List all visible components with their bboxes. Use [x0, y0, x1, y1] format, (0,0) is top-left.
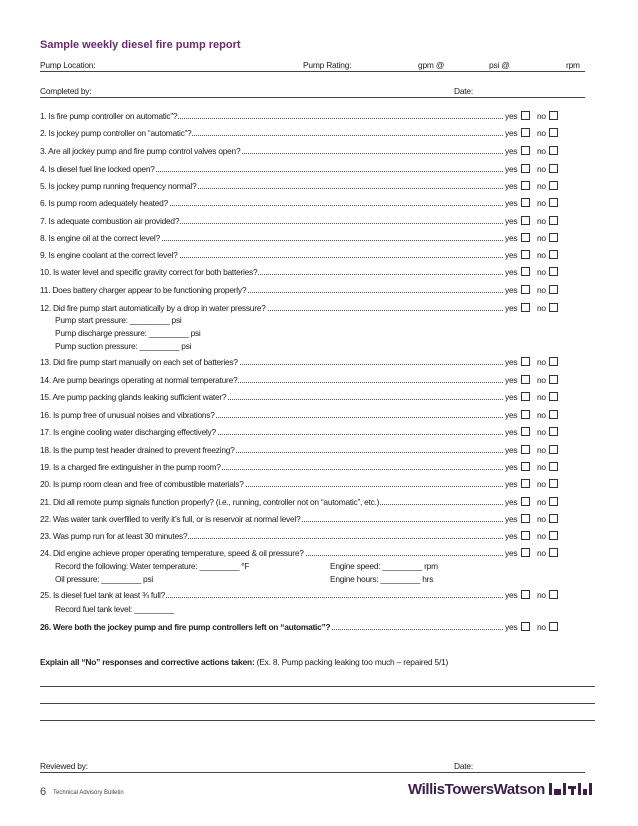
- no-label: no: [537, 111, 546, 121]
- yes-checkbox[interactable]: [521, 531, 530, 540]
- no-checkbox[interactable]: [549, 303, 558, 312]
- oil-pressure-record: Oil pressure: _________ psi: [55, 574, 154, 584]
- yes-no-group: [503, 530, 585, 541]
- question-text: 11. Does battery charger appear to be functioning properly?: [40, 285, 247, 295]
- no-checkbox[interactable]: [549, 462, 558, 471]
- yes-no-group: [503, 589, 585, 600]
- date-label: Date:: [454, 86, 474, 96]
- yes-no-group: [503, 110, 585, 121]
- question-row: [40, 266, 585, 278]
- question-text: 4. Is diesel fuel line locked open?: [40, 164, 155, 174]
- no-checkbox[interactable]: [549, 445, 558, 454]
- question-text: 6. Is pump room adequately heated?: [40, 198, 168, 208]
- reviewed-by-label: Reviewed by:: [40, 761, 88, 771]
- completed-by-label: Completed by:: [40, 86, 92, 96]
- no-label: no: [537, 198, 546, 208]
- no-checkbox[interactable]: [549, 164, 558, 173]
- yes-label: yes: [505, 462, 518, 472]
- pump-discharge-pressure: Pump discharge pressure: _________ psi: [55, 328, 201, 338]
- question-row: [40, 180, 585, 192]
- no-checkbox[interactable]: [549, 250, 558, 259]
- question-row: [40, 232, 585, 244]
- question-text: 12. Did fire pump start automatically by a drop in water pressure?: [40, 303, 266, 313]
- no-label: no: [537, 303, 546, 313]
- yes-checkbox[interactable]: [521, 111, 530, 120]
- yes-no-group: [503, 547, 585, 558]
- explain-example: (Ex. 8. Pump packing leaking too much – repaired 5/1): [254, 657, 449, 667]
- yes-label: yes: [505, 479, 518, 489]
- no-label: no: [537, 497, 546, 507]
- completed-by-row: [40, 84, 585, 98]
- yes-label: yes: [505, 303, 518, 313]
- no-checkbox[interactable]: [549, 181, 558, 190]
- no-label: no: [537, 479, 546, 489]
- no-checkbox[interactable]: [549, 392, 558, 401]
- question-row: [40, 127, 585, 139]
- no-label: no: [537, 531, 546, 541]
- brand-mark-icon: [549, 781, 597, 797]
- engine-hours-record: Engine hours: _________ hrs: [330, 574, 434, 584]
- question-text: 14. Are pump bearings operating at normal temperature?: [40, 375, 238, 385]
- yes-no-group: [503, 232, 585, 243]
- publication-name: Technical Advisory Bulletin: [53, 790, 124, 796]
- yes-no-group: [503, 391, 585, 402]
- yes-no-group: [503, 444, 585, 455]
- no-label: no: [537, 146, 546, 156]
- completed-by-line: [40, 97, 585, 98]
- no-checkbox[interactable]: [549, 267, 558, 276]
- yes-label: yes: [505, 233, 518, 243]
- question-row: [40, 215, 585, 227]
- yes-label: yes: [505, 427, 518, 437]
- yes-label: yes: [505, 146, 518, 156]
- question-row: [40, 426, 585, 438]
- yes-no-group: [503, 409, 585, 420]
- yes-label: yes: [505, 392, 518, 402]
- question-text: 5. Is jockey pump running frequency normal?: [40, 181, 197, 191]
- yes-checkbox[interactable]: [521, 410, 530, 419]
- yes-checkbox[interactable]: [521, 427, 530, 436]
- question-text: 19. Is a charged fire extinguisher in the pump room?: [40, 462, 221, 472]
- yes-label: yes: [505, 357, 518, 367]
- yes-checkbox[interactable]: [521, 250, 530, 259]
- no-checkbox[interactable]: [549, 410, 558, 419]
- engine-speed-record: Engine speed: _________ rpm: [330, 561, 438, 571]
- yes-no-group: [503, 163, 585, 174]
- yes-no-group: [503, 496, 585, 507]
- yes-checkbox[interactable]: [521, 445, 530, 454]
- yes-label: yes: [505, 128, 518, 138]
- explain-line-3[interactable]: [40, 720, 595, 721]
- no-checkbox[interactable]: [549, 375, 558, 384]
- no-checkbox[interactable]: [549, 233, 558, 242]
- no-label: no: [537, 357, 546, 367]
- question-row: [40, 589, 585, 601]
- yes-label: yes: [505, 375, 518, 385]
- question-text: 15. Are pump packing glands leaking sufficient water?: [40, 392, 227, 402]
- yes-checkbox[interactable]: [521, 267, 530, 276]
- no-label: no: [537, 181, 546, 191]
- yes-no-group: [503, 284, 585, 295]
- no-label: no: [537, 622, 546, 632]
- no-checkbox[interactable]: [549, 548, 558, 557]
- question-row: [40, 249, 585, 261]
- yes-checkbox[interactable]: [521, 479, 530, 488]
- yes-label: yes: [505, 445, 518, 455]
- question-text: 17. Is engine cooling water discharging effectively?: [40, 427, 216, 437]
- yes-label: yes: [505, 531, 518, 541]
- yes-no-group: [503, 249, 585, 260]
- no-label: no: [537, 590, 546, 600]
- no-checkbox[interactable]: [549, 622, 558, 631]
- yes-no-group: [503, 426, 585, 437]
- question-row: [40, 163, 585, 175]
- yes-checkbox[interactable]: [521, 548, 530, 557]
- yes-label: yes: [505, 514, 518, 524]
- explain-line-2[interactable]: [40, 703, 595, 704]
- question-text: 1. Is fire pump controller on automatic”?: [40, 111, 178, 121]
- question-row: [40, 284, 585, 296]
- reviewed-date-label: Date:: [454, 761, 474, 771]
- yes-no-group: [503, 266, 585, 277]
- yes-no-group: [503, 513, 585, 524]
- question-row: [40, 110, 585, 122]
- yes-checkbox[interactable]: [521, 357, 530, 366]
- question-row: [40, 461, 585, 473]
- no-label: no: [537, 427, 546, 437]
- no-checkbox[interactable]: [549, 198, 558, 207]
- yes-checkbox[interactable]: [521, 285, 530, 294]
- yes-label: yes: [505, 590, 518, 600]
- question-text: 3. Are all jockey pump and fire pump control valves open?: [40, 146, 241, 156]
- no-checkbox[interactable]: [549, 514, 558, 523]
- no-checkbox[interactable]: [549, 427, 558, 436]
- no-label: no: [537, 164, 546, 174]
- question-row: [40, 302, 585, 314]
- question-text: 8. Is engine oil at the correct level?: [40, 233, 160, 243]
- yes-checkbox[interactable]: [521, 590, 530, 599]
- yes-no-group: [503, 197, 585, 208]
- no-checkbox[interactable]: [549, 357, 558, 366]
- rpm-label: rpm: [566, 60, 580, 70]
- yes-no-group: [503, 356, 585, 367]
- yes-no-group: [503, 621, 585, 632]
- pump-info-row: [40, 58, 585, 72]
- pump-location-label: Pump Location:: [40, 60, 96, 70]
- question-text: 18. Is the pump test header drained to prevent freezing?: [40, 445, 235, 455]
- question-text: 9. Is engine coolant at the correct level?: [40, 250, 178, 260]
- yes-label: yes: [505, 622, 518, 632]
- question-text: 26. Were both the jockey pump and fire pump controllers left on “automatic”?: [40, 622, 331, 632]
- brand-logo-text: WillisTowersWatson: [408, 781, 545, 798]
- yes-label: yes: [505, 285, 518, 295]
- no-label: no: [537, 216, 546, 226]
- yes-checkbox[interactable]: [521, 462, 530, 471]
- no-label: no: [537, 514, 546, 524]
- no-checkbox[interactable]: [549, 590, 558, 599]
- question-row: [40, 391, 585, 403]
- question-row: [40, 621, 585, 633]
- yes-checkbox[interactable]: [521, 128, 530, 137]
- yes-checkbox[interactable]: [521, 303, 530, 312]
- no-label: no: [537, 392, 546, 402]
- no-checkbox[interactable]: [549, 146, 558, 155]
- yes-checkbox[interactable]: [521, 181, 530, 190]
- yes-label: yes: [505, 267, 518, 277]
- yes-checkbox[interactable]: [521, 375, 530, 384]
- no-checkbox[interactable]: [549, 497, 558, 506]
- question-row: [40, 145, 585, 157]
- yes-checkbox[interactable]: [521, 392, 530, 401]
- yes-label: yes: [505, 216, 518, 226]
- yes-label: yes: [505, 181, 518, 191]
- yes-no-group: [503, 127, 585, 138]
- page-number: 6: [40, 786, 47, 798]
- yes-no-group: [503, 461, 585, 472]
- question-row: [40, 409, 585, 421]
- no-label: no: [537, 375, 546, 385]
- no-label: no: [537, 267, 546, 277]
- no-checkbox[interactable]: [549, 285, 558, 294]
- question-row: [40, 444, 585, 456]
- yes-label: yes: [505, 410, 518, 420]
- yes-no-group: [503, 180, 585, 191]
- no-label: no: [537, 250, 546, 260]
- reviewed-by-line: [40, 772, 585, 773]
- yes-checkbox[interactable]: [521, 216, 530, 225]
- yes-no-group: [503, 478, 585, 489]
- question-row: [40, 513, 585, 525]
- pump-rating-label: Pump Rating:: [303, 60, 352, 70]
- water-temperature-record: Record the following: Water temperature: _________ °F: [55, 561, 250, 571]
- question-text: 2. Is jockey pump controller on “automatic”?: [40, 128, 192, 138]
- question-row: [40, 530, 585, 542]
- yes-no-group: [503, 145, 585, 156]
- yes-checkbox[interactable]: [521, 622, 530, 631]
- question-row: [40, 374, 585, 386]
- question-text: 23. Was pump run for at least 30 minutes?: [40, 531, 188, 541]
- no-label: no: [537, 410, 546, 420]
- report-title: Sample weekly diesel fire pump report: [40, 39, 241, 51]
- gpm-label: gpm @: [418, 60, 445, 70]
- question-text: 24. Did engine achieve proper operating temperature, speed & oil pressure?: [40, 548, 304, 558]
- yes-checkbox[interactable]: [521, 164, 530, 173]
- yes-checkbox[interactable]: [521, 497, 530, 506]
- yes-checkbox[interactable]: [521, 514, 530, 523]
- yes-checkbox[interactable]: [521, 233, 530, 242]
- report-page: [40, 0, 585, 826]
- explain-label: Explain all “No” responses and corrective actions taken:: [40, 657, 255, 667]
- yes-label: yes: [505, 164, 518, 174]
- no-checkbox[interactable]: [549, 531, 558, 540]
- fuel-tank-level-record: Record fuel tank level: _________: [55, 604, 174, 614]
- question-row: [40, 478, 585, 490]
- yes-label: yes: [505, 497, 518, 507]
- yes-no-group: [503, 215, 585, 226]
- question-row: [40, 547, 585, 559]
- no-label: no: [537, 128, 546, 138]
- question-text: 22. Was water tank overfilled to verify it’s full, or is reservoir at normal level?: [40, 514, 301, 524]
- yes-label: yes: [505, 111, 518, 121]
- question-text: 20. Is pump room clean and free of combustible materials?: [40, 479, 244, 489]
- yes-no-group: [503, 302, 585, 313]
- psi-label: psi @: [489, 60, 510, 70]
- question-text: 13. Did fire pump start manually on each set of batteries?: [40, 357, 238, 367]
- question-text: 7. Is adequate combustion air provided?: [40, 216, 180, 226]
- no-label: no: [537, 548, 546, 558]
- no-label: no: [537, 445, 546, 455]
- question-row: [40, 496, 585, 508]
- no-checkbox[interactable]: [549, 479, 558, 488]
- explain-line-1[interactable]: [40, 686, 595, 687]
- yes-no-group: [503, 374, 585, 385]
- yes-label: yes: [505, 548, 518, 558]
- question-text: 16. Is pump free of unusual noises and vibrations?: [40, 410, 215, 420]
- question-row: [40, 356, 585, 368]
- pump-info-line: [40, 71, 585, 72]
- yes-checkbox[interactable]: [521, 146, 530, 155]
- pump-suction-pressure: Pump suction pressure: _________ psi: [55, 341, 192, 351]
- question-text: 21. Did all remote pump signals function properly? (i.e., running, controller not on “automatic”, etc.): [40, 497, 380, 507]
- no-label: no: [537, 233, 546, 243]
- explain-heading: [40, 657, 448, 667]
- no-label: no: [537, 285, 546, 295]
- no-label: no: [537, 462, 546, 472]
- pump-start-pressure: Pump start pressure: _________ psi: [55, 315, 182, 325]
- no-checkbox[interactable]: [549, 111, 558, 120]
- question-row: [40, 197, 585, 209]
- reviewed-by-row: [40, 759, 585, 773]
- question-text: 10. Is water level and specific gravity correct for both batteries?: [40, 267, 258, 277]
- no-checkbox[interactable]: [549, 216, 558, 225]
- yes-label: yes: [505, 250, 518, 260]
- yes-label: yes: [505, 198, 518, 208]
- no-checkbox[interactable]: [549, 128, 558, 137]
- yes-checkbox[interactable]: [521, 198, 530, 207]
- question-text: 25. Is diesel fuel tank at least ¾ full?: [40, 590, 166, 600]
